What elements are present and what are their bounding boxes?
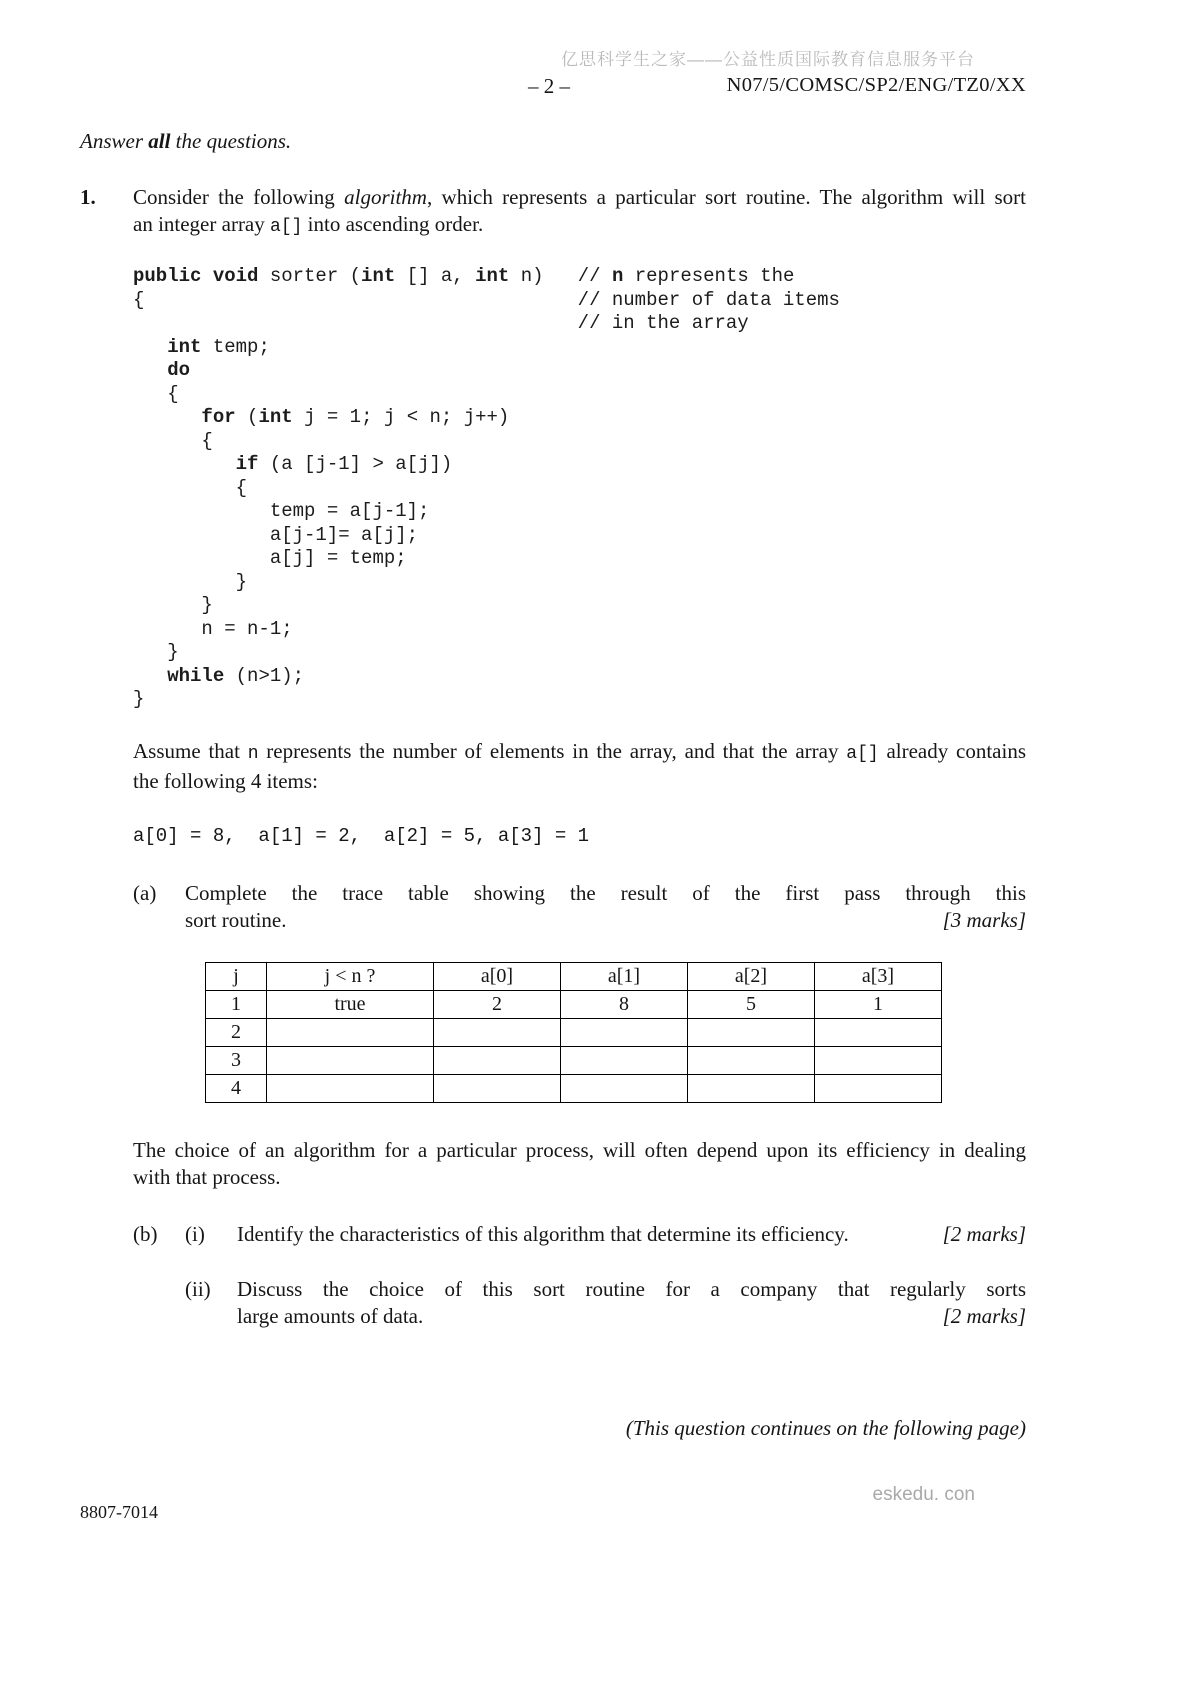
trace-table-header: j <box>206 962 267 990</box>
code-keyword: if <box>235 453 259 475</box>
part-a-text <box>185 880 1026 934</box>
code-text: ( <box>235 406 259 428</box>
text-segment: a[] <box>270 217 303 237</box>
trace-table <box>205 962 942 1103</box>
code-line <box>133 383 1026 407</box>
code-text <box>133 453 236 475</box>
code-text: represents the <box>623 265 795 287</box>
code-keyword: int <box>167 335 202 358</box>
question-body <box>133 184 1026 1442</box>
table-row <box>206 990 942 1018</box>
text-segment: the following 4 items: <box>133 768 318 793</box>
part-b-label: (b) <box>133 1221 158 1246</box>
table-row <box>206 1074 942 1102</box>
code-keyword: int <box>361 265 396 287</box>
trace-table-header: a[0] <box>434 962 561 990</box>
part-b-i <box>133 1221 1026 1248</box>
code-text: } <box>133 688 145 710</box>
text-segment: a[] <box>846 743 879 764</box>
code-line <box>133 453 1026 477</box>
text-segment: into ascending order. <box>302 212 484 236</box>
code-line <box>133 406 1026 430</box>
question-1 <box>80 184 1026 1442</box>
code-block <box>133 265 1026 712</box>
assume-paragraph <box>133 738 1026 795</box>
trace-table-header: j < n ? <box>267 962 434 990</box>
text-line <box>133 768 1026 795</box>
part-b-ii-inner <box>185 1276 1026 1330</box>
trace-table-cell <box>561 1074 688 1102</box>
trace-table-cell: true <box>267 990 434 1018</box>
text-segment: Complete the trace table showing the result of the first pass through this <box>185 880 1026 905</box>
paper-code: N07/5/COMSC/SP2/ENG/TZ0/XX <box>726 74 1026 96</box>
text-segment: already contains <box>878 738 1026 763</box>
code-line <box>133 688 1026 712</box>
question-number: 1. <box>80 185 96 209</box>
trace-table-cell: 4 <box>206 1074 267 1102</box>
part-a <box>133 880 1026 934</box>
code-text: } <box>133 594 213 616</box>
text-segment: sort routine. <box>185 907 287 932</box>
page-number: – 2 – <box>528 74 570 98</box>
code-text: { // number of data items <box>133 288 840 311</box>
part-b-i-marks: [2 marks] <box>942 1221 1026 1246</box>
part-b-ii-label: (ii) <box>185 1276 211 1301</box>
text-segment: Consider the following <box>133 185 345 209</box>
code-line <box>133 618 1026 642</box>
code-text: a[j] = temp; <box>133 547 407 569</box>
bottom-watermark: eskedu. con <box>872 1484 975 1505</box>
code-keyword: int <box>258 406 293 428</box>
code-line <box>133 359 1026 383</box>
text-segment: Discuss the choice of this sort routine for a company that regularly sorts <box>237 1276 1026 1301</box>
text-line <box>133 1137 1026 1164</box>
trace-table-cell <box>434 1018 561 1046</box>
trace-table-cell <box>561 1018 688 1046</box>
trace-table-cell: 1 <box>815 990 942 1018</box>
code-text: temp; <box>201 335 270 358</box>
code-text: n) // <box>509 265 612 287</box>
part-a-marks: [3 marks] <box>942 907 1026 932</box>
text-segment: with that process. <box>133 1164 281 1189</box>
code-keyword: public void <box>133 265 259 287</box>
code-text: (a [j-1] > a[j]) <box>258 453 453 475</box>
text-line <box>80 128 1026 155</box>
text-line <box>133 1164 1026 1191</box>
text-segment: Assume that <box>133 738 248 763</box>
code-text: { <box>133 429 213 452</box>
text-segment: all <box>148 129 171 153</box>
part-a-label: (a) <box>133 880 157 905</box>
code-line <box>133 336 1026 360</box>
trace-table-cell <box>434 1046 561 1074</box>
trace-table-cell: 1 <box>206 990 267 1018</box>
code-keyword: while <box>167 664 225 687</box>
code-line <box>133 477 1026 501</box>
code-text: [] a, <box>395 265 476 287</box>
code-text <box>133 336 167 358</box>
top-watermark: 亿思科学生之家——公益性质国际教育信息服务平台 <box>561 50 975 69</box>
code-text <box>133 406 201 428</box>
code-text: sorter ( <box>258 265 362 287</box>
indent-spacer <box>133 1276 185 1330</box>
text-segment: the questions. <box>170 129 292 153</box>
trace-table-cell <box>267 1074 434 1102</box>
code-keyword: for <box>201 406 236 428</box>
part-b-ii-text <box>237 1276 1026 1330</box>
text-segment: n <box>247 743 259 764</box>
trace-table-cell <box>434 1074 561 1102</box>
trace-table-cell <box>267 1046 434 1074</box>
code-line <box>133 430 1026 454</box>
trace-table-cell: 2 <box>434 990 561 1018</box>
code-keyword: int <box>475 265 510 287</box>
code-text: a[j-1]= a[j]; <box>133 523 419 546</box>
code-text: { <box>133 476 248 499</box>
code-text: n = n-1; <box>133 617 293 640</box>
trace-table-cell <box>688 1074 815 1102</box>
trace-table-header: a[2] <box>688 962 815 990</box>
page-content <box>80 0 1026 1442</box>
text-line <box>185 907 1026 934</box>
text-line <box>237 1303 1026 1330</box>
array-values: a[0] = 8, a[1] = 2, a[2] = 5, a[3] = 1 <box>133 824 590 847</box>
trace-table-cell <box>267 1018 434 1046</box>
trace-table-cell <box>688 1046 815 1074</box>
code-keyword: n <box>611 265 624 287</box>
part-b-i-text <box>237 1221 1026 1248</box>
continuation-note: (This question continues on the following page) <box>625 1415 1026 1440</box>
code-line <box>133 500 1026 524</box>
efficiency-note <box>133 1137 1026 1191</box>
trace-table-header-row <box>206 962 942 990</box>
text-segment: Identify the characteristics of this algorithm that determine its efficiency. <box>237 1221 849 1246</box>
code-line <box>133 571 1026 595</box>
code-line <box>133 665 1026 689</box>
text-segment: represents the number of elements in the array, and that the array <box>258 738 847 763</box>
trace-table-cell <box>688 1018 815 1046</box>
text-line <box>237 1276 1026 1303</box>
code-text <box>133 359 167 381</box>
code-line <box>133 594 1026 618</box>
code-line <box>133 265 1026 289</box>
text-line <box>185 880 1026 907</box>
text-line <box>133 211 1026 241</box>
text-segment: , which represents a particular sort routine. The algorithm will sort <box>426 185 1026 209</box>
part-b-i-label: (i) <box>185 1221 205 1246</box>
table-row <box>206 1046 942 1074</box>
code-keyword: do <box>167 359 191 381</box>
code-text: { <box>133 382 179 405</box>
code-line <box>133 524 1026 548</box>
code-text: (n>1); <box>224 664 305 687</box>
code-line <box>133 312 1026 336</box>
trace-table-header: a[1] <box>561 962 688 990</box>
code-text: } <box>133 570 248 593</box>
code-text: // in the array <box>133 312 749 334</box>
part-b-ii-marks: [2 marks] <box>942 1303 1026 1328</box>
text-segment: large amounts of data. <box>237 1303 424 1328</box>
code-text: } <box>133 641 179 663</box>
question-intro <box>133 184 1026 241</box>
trace-table-cell <box>561 1046 688 1074</box>
code-text: temp = a[j-1]; <box>133 500 430 522</box>
code-line <box>133 641 1026 665</box>
answer-instructions <box>80 128 1026 155</box>
text-line <box>237 1221 1026 1248</box>
text-segment: The choice of an algorithm for a particular process, will often depend upon its efficiency in dealing <box>133 1137 1026 1162</box>
table-row <box>206 1018 942 1046</box>
part-b-ii <box>133 1276 1026 1330</box>
code-line <box>133 289 1026 313</box>
trace-table-cell: 2 <box>206 1018 267 1046</box>
trace-table-cell <box>815 1074 942 1102</box>
part-b-i-inner <box>185 1221 1026 1248</box>
code-text: j = 1; j < n; j++) <box>292 406 510 428</box>
trace-table-cell <box>815 1046 942 1074</box>
trace-table-cell: 3 <box>206 1046 267 1074</box>
text-segment: algorithm <box>344 185 427 209</box>
trace-table-cell: 8 <box>561 990 688 1018</box>
trace-table-cell <box>815 1018 942 1046</box>
trace-table-cell: 5 <box>688 990 815 1018</box>
footer-paper-number: 8807-7014 <box>80 1502 158 1522</box>
code-line <box>133 547 1026 571</box>
text-segment: Answer <box>80 129 149 153</box>
text-segment: an integer array <box>133 212 271 236</box>
text-line <box>133 738 1026 768</box>
code-text <box>133 665 167 687</box>
text-line <box>133 184 1026 211</box>
trace-table-header: a[3] <box>815 962 942 990</box>
